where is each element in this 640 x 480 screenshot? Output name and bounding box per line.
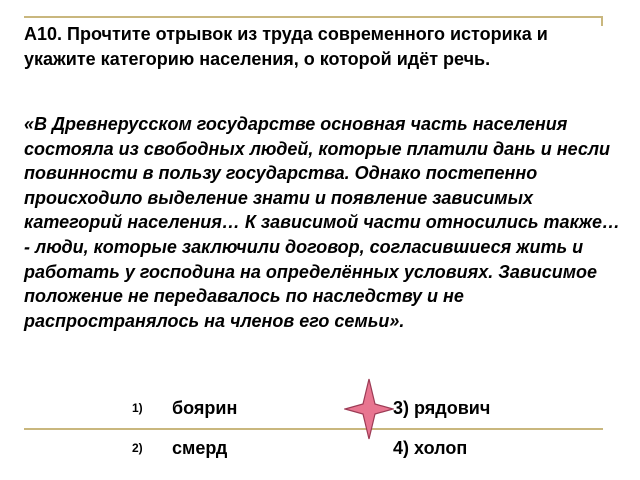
option-3-number: 3) xyxy=(393,398,410,418)
option-1-label: боярин xyxy=(172,398,238,418)
option-4-label: холоп xyxy=(414,438,468,458)
option-3-label: рядович xyxy=(414,398,491,418)
option-2-label: смерд xyxy=(172,438,228,458)
answer-option-4[interactable] xyxy=(393,437,467,459)
star-marker-icon xyxy=(344,378,394,440)
answer-option-1[interactable] xyxy=(132,397,237,419)
star-shape xyxy=(345,379,393,439)
question-title: А10. Прочтите отрывок из труда современного историка и укажите категорию населения, о которой идёт речь. xyxy=(24,24,548,69)
top-border-line xyxy=(24,16,603,18)
answer-option-2[interactable] xyxy=(132,437,227,459)
option-1-number: 1) xyxy=(132,401,143,415)
bottom-border-line xyxy=(24,428,603,430)
source-quote: «В Древнерусском государстве основная часть населения состояла из свободных людей, которые платили дань и несли повинности в пользу государства. Однако постепенно происходило выделение знати и появление зависимых категорий населения… К зависимой части относились также… - люди, которые заключили договор, согласившиеся жить и работать у господина на определённых условиях. Зависимое положение не передавалось по наследству и не распространялось на членов его семьи». xyxy=(24,114,620,331)
option-4-number: 4) xyxy=(393,438,410,458)
option-2-number: 2) xyxy=(132,441,143,455)
answer-option-3[interactable] xyxy=(393,397,490,419)
